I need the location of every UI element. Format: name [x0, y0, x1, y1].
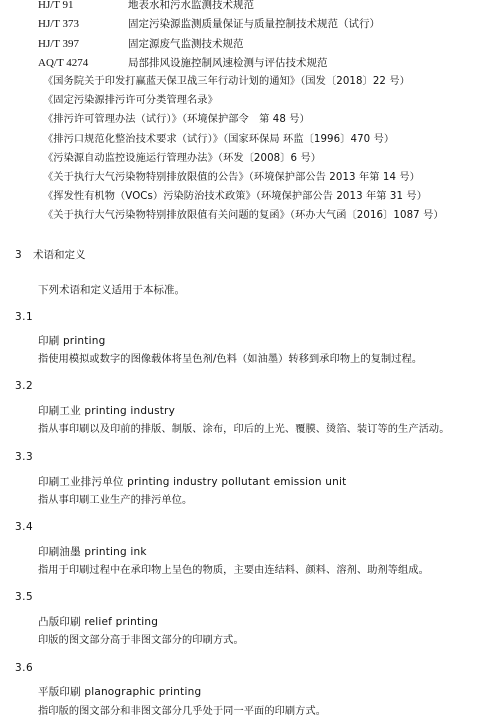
standard-title: 局部排风设施控制风速检测与评估技术规范 — [128, 57, 328, 69]
term-number: 3.3 — [15, 451, 34, 463]
reference-item: 《固定污染源排污许可分类管理名录》 — [43, 95, 218, 106]
term-number: 3.1 — [15, 311, 34, 323]
reference-item: 《排污许可管理办法（试行）》（环境保护部令 第 48 号） — [43, 114, 310, 125]
standard-code: AQ/T 4274 — [38, 57, 89, 69]
term-name: 印刷油墨 printing ink — [38, 546, 147, 558]
standard-code: HJ/T 91 — [38, 0, 74, 11]
term-definition: 指从事印刷工业生产的排污单位。 — [38, 495, 193, 506]
standard-title: 固定污染源监测质量保证与质量控制技术规范（试行） — [128, 18, 380, 30]
term-definition: 指印版的图文部分和非图文部分几乎处于同一平面的印刷方式。 — [38, 706, 327, 717]
term-name: 印刷工业排污单位 printing industry pollutant emission unit — [38, 476, 347, 488]
reference-item: 《挥发性有机物（VOCs）污染防治技术政策》（环境保护部公告 2013 年第 31 号） — [43, 191, 427, 202]
term-definition: 印版的图文部分高于非图文部分的印刷方式。 — [38, 635, 244, 646]
reference-item: 《关于执行大气污染物特别排放限值有关问题的复函》（环办大气函〔2016〕1087 号） — [43, 210, 444, 221]
standard-code: HJ/T 373 — [38, 18, 80, 30]
term-definition: 指使用模拟或数字的图像载体将呈色剂/色料（如油墨）转移到承印物上的复制过程。 — [38, 354, 423, 365]
standard-title: 地表水和污水监测技术规范 — [128, 0, 254, 11]
term-number: 3.4 — [15, 521, 34, 533]
reference-item: 《关于执行大气污染物特别排放限值的公告》（环境保护部公告 2013 年第 14 号） — [43, 172, 420, 183]
term-number: 3.2 — [15, 380, 34, 392]
reference-item: 《污染源自动监控设施运行管理办法》（环发〔2008〕6 号） — [43, 153, 322, 164]
reference-item: 《国务院关于印发打赢蓝天保卫战三年行动计划的通知》（国发〔2018〕22 号） — [43, 76, 410, 87]
term-name: 印刷工业 printing industry — [38, 405, 175, 417]
standard-code: HJ/T 397 — [38, 38, 80, 50]
term-number: 3.6 — [15, 662, 34, 674]
term-definition: 指从事印刷以及印前的排版、制版、涂布，印后的上光、覆膜、烫箔、装订等的生产活动。 — [38, 424, 450, 435]
term-name: 平版印刷 planographic printing — [38, 686, 202, 698]
term-name: 凸版印刷 relief printing — [38, 616, 159, 628]
term-name: 印刷 printing — [38, 335, 106, 347]
section-number: 3 — [15, 249, 22, 261]
standard-title: 固定源废气监测技术规范 — [128, 38, 244, 50]
term-number: 3.5 — [15, 591, 34, 603]
term-definition: 指用于印刷过程中在承印物上呈色的物质，主要由连结料、颜料、溶剂、助剂等组成。 — [38, 565, 429, 576]
section-intro: 下列术语和定义适用于本标准。 — [38, 284, 185, 296]
reference-item: 《排污口规范化整治技术要求（试行）》（国家环保局 环监〔1996〕470 号） — [43, 134, 395, 145]
section-title: 术语和定义 — [33, 249, 86, 261]
